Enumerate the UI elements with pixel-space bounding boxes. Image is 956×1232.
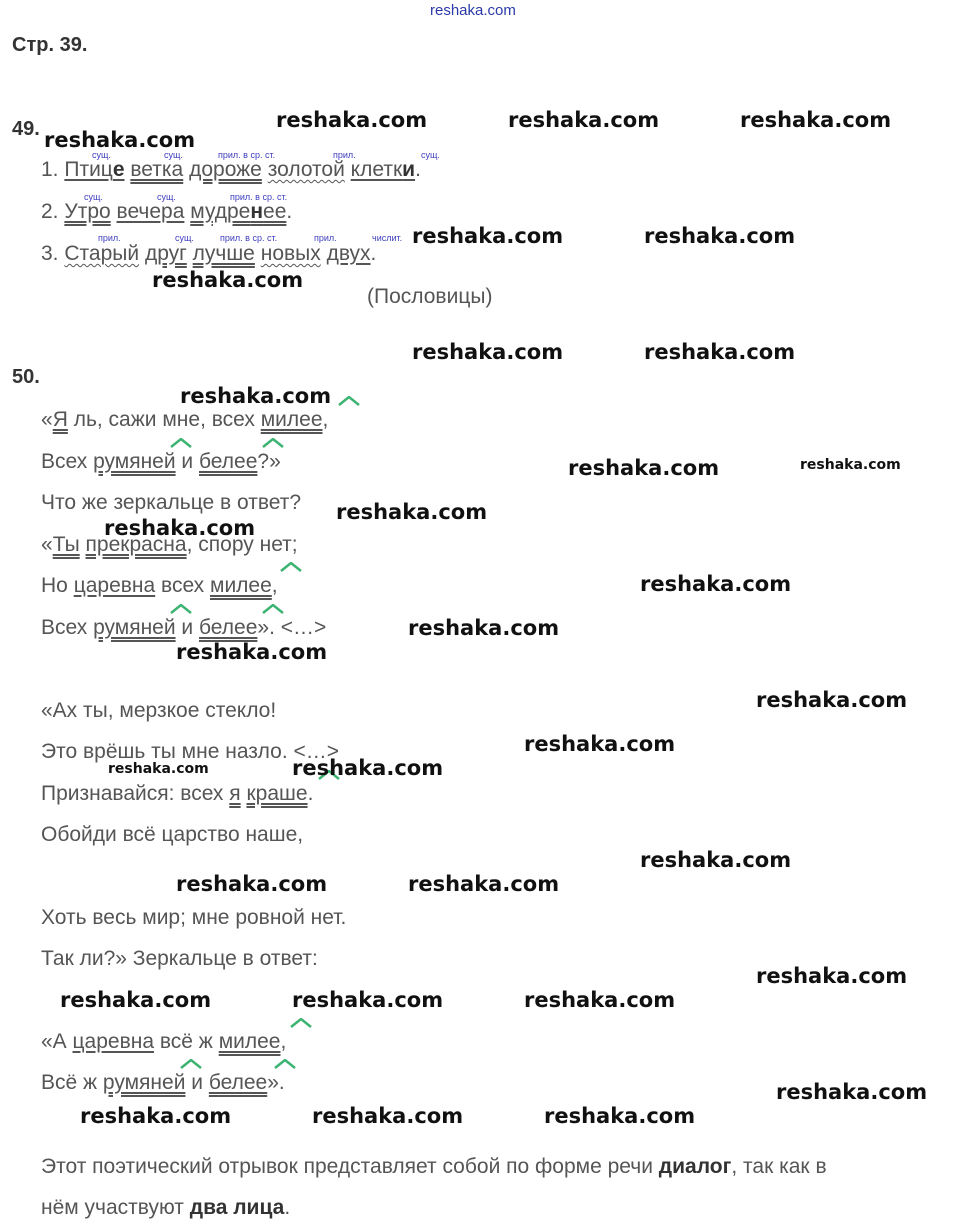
poem-line-11: Хоть весь мир; мне ровной нет.	[41, 906, 347, 929]
word-attribute: Старый	[64, 242, 140, 265]
word-predicate: белее	[199, 450, 258, 473]
poem-line-2: Всех румяней и белее?»	[41, 450, 281, 473]
grammar-tag: сущ.	[421, 150, 440, 160]
poem-line-1: «Я ль, сажи мне, всех милее,	[41, 408, 329, 431]
grammar-tag: сущ.	[157, 192, 176, 202]
word-predicate: румяней	[102, 1071, 186, 1094]
poem-line-8: Это врёшь ты мне назло. <…>	[41, 740, 340, 763]
watermark: reshaka.com	[60, 988, 212, 1012]
word-subject: царевна	[72, 1030, 155, 1053]
watermark: reshaka.com	[292, 988, 444, 1012]
grammar-tag: прил.	[314, 233, 337, 243]
poem-line-13: «А царевна всё ж милее,	[41, 1030, 287, 1053]
proverb-1: 1. Птице ветка дороже золотой клетки.	[41, 158, 421, 181]
poem-line-5: Но царевна всех милее,	[41, 574, 278, 597]
word-subject: Я	[52, 408, 68, 431]
word-attribute: золотой	[267, 158, 345, 181]
watermark: reshaka.com	[108, 761, 209, 777]
word-attribute: новых	[260, 242, 321, 265]
word-predicate: дороже	[189, 158, 262, 181]
watermark: reshaka.com	[524, 732, 676, 756]
word-predicate: краше	[246, 782, 308, 805]
watermark: reshaka.com	[152, 268, 304, 292]
watermark: reshaka.com	[312, 1104, 464, 1128]
watermark: reshaka.com	[524, 988, 676, 1012]
word-predicate: милее	[260, 408, 323, 431]
watermark: reshaka.com	[756, 688, 908, 712]
word-subject: Ты	[52, 533, 80, 556]
site-link[interactable]: reshaka.com	[430, 2, 516, 19]
proverb-number: 2.	[41, 200, 59, 223]
grammar-tag: прил.	[98, 233, 121, 243]
word-subject: Птице	[64, 158, 125, 181]
word-predicate: лучше	[192, 242, 255, 265]
suffix-mark-icon	[170, 438, 192, 448]
word-predicate: ветка	[130, 158, 184, 181]
watermark: reshaka.com	[408, 616, 560, 640]
proverb-2: 2. Утро вечера мудренее.	[41, 200, 293, 223]
word-predicate: румяней	[93, 450, 176, 473]
grammar-tag: сущ.	[84, 192, 103, 202]
watermark: reshaka.com	[800, 457, 901, 473]
conclusion-line-1: Этот поэтический отрывок представляет собой по форме речи диалог, так как в	[41, 1155, 827, 1178]
word-predicate: прекрасна	[85, 533, 187, 556]
word-object: двух	[326, 242, 371, 265]
grammar-tag: прил. в ср. ст.	[220, 233, 278, 243]
watermark: reshaka.com	[336, 500, 488, 524]
watermark: reshaka.com	[180, 384, 332, 408]
poem-line-7: «Ах ты, мерзкое стекло!	[41, 699, 277, 722]
suffix-mark-icon	[170, 604, 192, 614]
word-predicate: милее	[218, 1030, 281, 1053]
word-subject: Утро	[64, 200, 111, 223]
proverb-number: 1.	[41, 158, 59, 181]
watermark: reshaka.com	[176, 640, 328, 664]
grammar-tag: сущ.	[164, 150, 183, 160]
word-predicate: мудренее	[190, 200, 287, 223]
watermark: reshaka.com	[80, 1104, 232, 1128]
suffix-mark-icon	[280, 562, 302, 572]
word-object: вечера	[116, 200, 185, 223]
poem-line-10: Обойди всё царство наше,	[41, 823, 304, 846]
proverb-3: 3. Старый друг лучше новых двух.	[41, 242, 377, 265]
poem-line-14: Всё ж румяней и белее».	[41, 1071, 285, 1094]
watermark: reshaka.com	[412, 340, 564, 364]
suffix-mark-icon	[262, 438, 284, 448]
exercise-50-number: 50.	[12, 366, 40, 388]
conclusion-line-2: нём участвуют два лица.	[41, 1196, 291, 1219]
word-object: клетки	[350, 158, 416, 181]
watermark: reshaka.com	[644, 224, 796, 248]
watermark: reshaka.com	[756, 964, 908, 988]
poem-line-4: «Ты прекрасна, спору нет;	[41, 533, 298, 556]
watermark: reshaka.com	[640, 848, 792, 872]
watermark: reshaka.com	[292, 756, 444, 780]
word-predicate: милее	[210, 574, 272, 597]
word-predicate: белее	[199, 616, 258, 639]
word-predicate: белее	[208, 1071, 268, 1094]
word-subject: царевна	[73, 574, 156, 597]
watermark: reshaka.com	[412, 224, 564, 248]
suffix-mark-icon	[274, 1059, 296, 1069]
proverb-source: (Пословицы)	[367, 285, 493, 308]
grammar-tag: сущ.	[175, 233, 194, 243]
word-subject: друг	[144, 242, 187, 265]
grammar-tag: сущ.	[92, 150, 111, 160]
grammar-tag: прил. в ср. ст.	[230, 192, 288, 202]
suffix-mark-icon	[338, 396, 360, 406]
word-predicate: румяней	[93, 616, 176, 639]
watermark: reshaka.com	[640, 572, 792, 596]
watermark: reshaka.com	[408, 872, 560, 896]
word-subject: я	[229, 782, 241, 805]
proverb-number: 3.	[41, 242, 59, 265]
suffix-mark-icon	[290, 1018, 312, 1028]
watermark: reshaka.com	[44, 128, 196, 152]
watermark: reshaka.com	[740, 108, 892, 132]
suffix-mark-icon	[262, 604, 284, 614]
watermark: reshaka.com	[544, 1104, 696, 1128]
grammar-tag: числит.	[372, 233, 403, 243]
page-header: Стр. 39.	[12, 34, 88, 56]
grammar-tag: прил. в ср. ст.	[218, 150, 276, 160]
watermark: reshaka.com	[508, 108, 660, 132]
poem-line-3: Что же зеркальце в ответ?	[41, 491, 302, 514]
poem-line-12: Так ли?» Зеркальце в ответ:	[41, 947, 318, 970]
watermark: reshaka.com	[644, 340, 796, 364]
poem-line-6: Всех румяней и белее». <…>	[41, 616, 327, 639]
watermark: reshaka.com	[776, 1080, 928, 1104]
poem-line-9: Признавайся: всех я краше.	[41, 782, 314, 805]
grammar-tag: прил.	[333, 150, 356, 160]
suffix-mark-icon	[180, 1059, 202, 1069]
exercise-49-number: 49.	[12, 118, 40, 140]
watermark: reshaka.com	[276, 108, 428, 132]
watermark: reshaka.com	[568, 456, 720, 480]
watermark: reshaka.com	[104, 516, 256, 540]
watermark: reshaka.com	[176, 872, 328, 896]
